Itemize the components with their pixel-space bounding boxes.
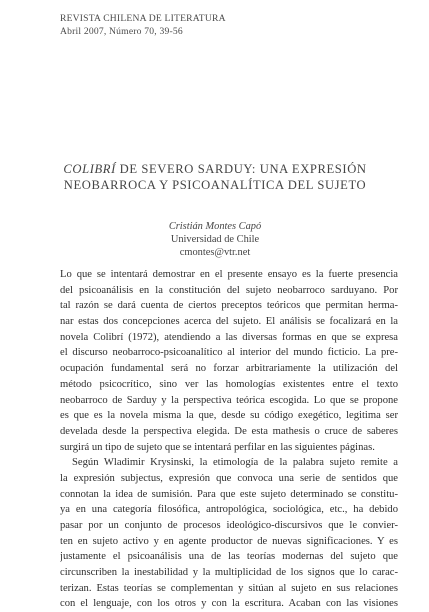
body-line: la expresión subjectus, expresión que convoca una serie de sentidos que [60, 472, 398, 484]
title-italic: COLIBRÍ [63, 162, 116, 176]
body-line: del psicoanálisis en la constitución del sujeto neobarroco sarduyano. Por [60, 284, 398, 296]
journal-name: REVISTA CHILENA DE LITERATURA [60, 13, 226, 24]
body-line: Según Wladimir Krysinski, la etimología de la palabra sujeto remite a [72, 457, 398, 469]
body-line: el discurso neobarroco-psicoanalítico al interior del mundo ficticio. La pre- [60, 347, 398, 359]
title-line-1-rest: DE SEVERO SARDUY: UNA EXPRESIÓN [115, 162, 367, 176]
issue-info: Abril 2007, Número 70, 39-56 [60, 26, 183, 37]
body-line: es que es la novela misma la que, desde su código exegético, legitima ser [60, 410, 398, 422]
body-line: pasar por un conjunto de procesos ideológico-discursivos que le convier- [60, 520, 398, 531]
author-name: Cristián Montes Capó [168, 221, 262, 232]
body-line: circunscriben la inestabilidad y la multiplicidad de los signos que lo carac- [60, 567, 398, 579]
title-line-2: NEOBARROCA Y PSICOANALÍTICA DEL SUJETO [63, 178, 367, 192]
title-line-1 [40, 161, 390, 177]
body-text [60, 267, 398, 612]
body-line: nar estas dos concepciones acerca del sujeto. El análisis se focalizará en la [60, 316, 398, 328]
author-affiliation: Universidad de Chile [170, 234, 260, 245]
body-line: ten en sujeto activo y en agente productor de nuevas significaciones. Y es [60, 535, 398, 547]
body-line: ocupación fundamental será no forzar arbitrariamente la utilización del [60, 363, 398, 375]
body-line: terizan. Estas teorías se complementan y sitúan al sujeto en sus relaciones [60, 582, 398, 594]
body-line: ya en una categoría filosófica, antropológica, sociológica, etc., ha debido [60, 504, 398, 516]
body-line: Lo que se intentará demostrar en el presente ensayo es la fuerte presencia [60, 269, 398, 280]
article-title [40, 161, 390, 193]
body-line: surgirá un tipo de sujeto que se intentará perfilar en las siguientes páginas. [60, 441, 375, 453]
body-line: novela Colibrí (1972), atendiendo a las diversas formas en que se expresa [60, 331, 398, 343]
author-email: cmontes@vtr.net [179, 247, 251, 258]
body-line: connotan la idea de sumisión. Para que este sujeto determinado se constitu- [60, 488, 398, 500]
author-block [40, 220, 390, 259]
journal-header [60, 12, 226, 38]
body-line: develada desde la perspectiva elegida. De esta mathesis o cruce de saberes [60, 425, 398, 437]
body-line: con el lenguaje, con los otros y con la escritura. Acaban con las visiones [60, 598, 398, 610]
body-line: método psicocrítico, sino ver las homologías existentes entre el texto [60, 378, 398, 390]
body-line: neobarroco de Sarduy y la perspectiva teórica escogida. Lo que se propone [60, 394, 398, 406]
body-line: tal razón se dará cuenta de ciertos preceptos teóricos que permitan herma- [60, 300, 398, 312]
body-line: justamente el psicoanálisis una de las teorías modernas del sujeto que [60, 551, 398, 563]
